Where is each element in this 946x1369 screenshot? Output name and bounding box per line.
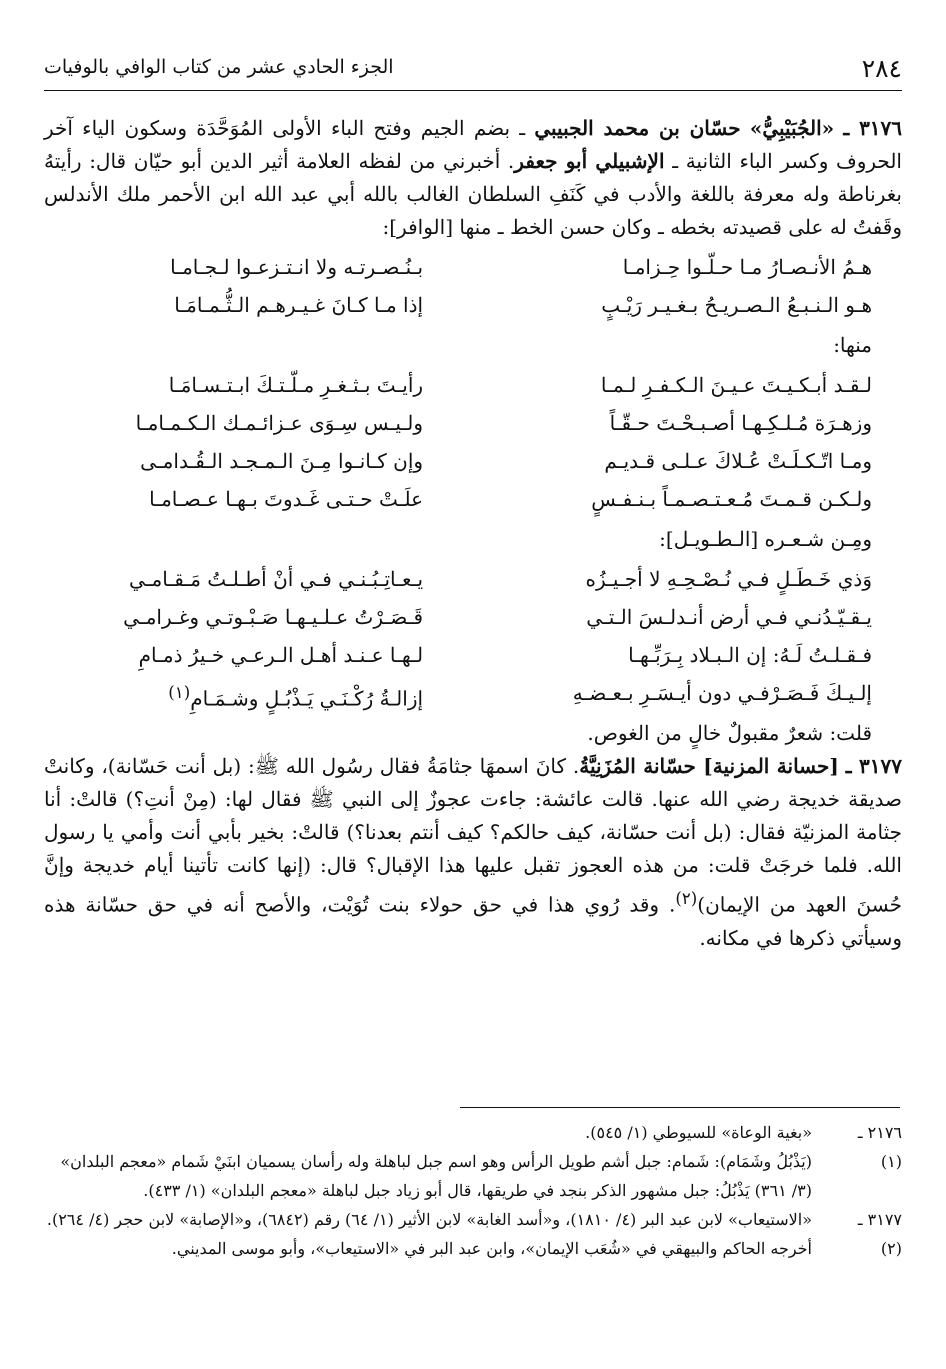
entry-3176-intro — [44, 112, 902, 244]
poem-3 — [44, 560, 902, 712]
footnote — [44, 1205, 902, 1234]
verse-second-hemistich: بـنُـصـرتـه ولا انـتـزعـوا لـجـامـا — [170, 255, 424, 279]
verse-first-hemistich: هـو الـنـبـعُ الـصـريـحُ بـغـيـر رَيْـبٍ — [601, 293, 872, 317]
entry-name: حسّان بن محمد الجبيبي — [534, 116, 741, 140]
entry-text: ـ بضم الجيم وفتح الباء الأولى المُوَحَّدَة وسكون الياء آخر الحروف وكسر الباء الثانية ـ — [44, 116, 902, 173]
verse-second-hemistich: يـعـاتِـبُـنـي فـي أنْ أطـلـتُ مَـقـامـي — [129, 567, 424, 591]
footnote-text: «الاستيعاب» لابن عبد البر (٤/ ١٨١٠)، و«أسد الغابة» لابن الأثير (١/ ٦٤) رقم (٦٨٤٢)، و«الإصابة» لابن حجر (٤/ ٢٦٤). — [46, 1210, 812, 1229]
footnote-ref[interactable]: (١) — [168, 683, 191, 702]
verse-second-hemistich: علَـتْ حـتـى غَـدوتَ بـهـا عـصـامـا — [149, 487, 424, 511]
poem-intro: ومِـن شـعـره [الـطـويـل]: — [659, 527, 872, 551]
verse-first-hemistich: ولـكـن قـمـتَ مُـعـتـصـمـاً بـنـفـسٍ — [591, 487, 872, 511]
poem-intro: منها: — [833, 333, 872, 357]
verse — [44, 442, 902, 480]
verse — [44, 404, 902, 442]
footnote-text: (يَذْبُلُ وشَمَام): شَمام: جبل أشم طويل الرأس وهو اسم جبل لباهلة وله رأسان يسميان ابنَيْ شَمام «معجم البلدان» (٣/ ٣٦١) يَذْبُلُ: جبل مشهور الذكر بنجد في طريقها، قال أبو زياد جبل لباهلة «معجم البلدان» (١/ ٤٣٣). — [60, 1152, 812, 1200]
verse — [44, 286, 902, 324]
footnote-text: «بغية الوعاة» للسيوطي (١/ ٥٤٥). — [585, 1123, 812, 1142]
verse — [44, 598, 902, 636]
footnote-mark: (٢) — [880, 1239, 902, 1258]
entry-name-2: الإشبيلي أبو جعفر — [514, 149, 665, 173]
poem-1 — [44, 248, 902, 324]
closing-remark: قلت: شعرٌ مقبولٌ خالٍ من الغوص. — [587, 721, 872, 745]
entry-heading: [حسانة المزنية] حسّانة المُزَنِيَّةُ — [579, 754, 839, 778]
entry-text-2: . أخبرني من لفظه العلامة أثير الدين أبو حيّان قال: رأيتهُ بغرناطة وله معرفة باللغة والأدب في كَنَفِ السلطان الغالب بالله أبي عبد الله ابن الأحمر ملك الأندلس وقَفتُ له على قصيدته بخطه ـ وكان حسن الخط ـ منها [الوافر]: — [44, 149, 902, 239]
entry-number: ٣١٧٧ ـ — [845, 754, 903, 778]
entry-text: . كانَ اسمهَا جثامَةُ فقال رسُول الله ﷺ: (بل أنت حَسّانة)، وكانتْ صديقة خديجة رضي الله عنها. قالت عائشة: جاءت عجوزٌ إلى النبي ﷺ فقال لها: (مِنْ أنتِ؟) قالتْ: أنا جثامة المزنيّة فقال: (بل أنت حسّانة، كيف حالكم؟ كيف أنتم بعدنا؟) قالتْ: بخير بأبي أنت وأمي يا رسول الله. فلما خرجَتْ قلت: من هذه العجوز تقبل عليها هذا الإقبال؟ قال: (إنها كانت تأتينا أيام خديجة وإنَّ حُسنَ العهد من الإيمان) — [44, 754, 902, 917]
footnote — [44, 1234, 902, 1263]
footnote-mark: ٢١٧٦ ـ — [857, 1123, 902, 1142]
verse-first-hemistich: إلـيـكَ فَـصَـرْفـي دون أيـسَـرِ بـعـضـهِ — [572, 681, 872, 705]
entry-3177 — [44, 750, 902, 955]
verse — [44, 674, 902, 712]
page-header — [44, 50, 902, 91]
verse-second-hemistich: إذا مـا كـانَ غـيـرهـم الـثُّـمـامَـا — [174, 293, 424, 317]
verse-first-hemistich: وَذي خَـطَـلٍ فـي نُـصْـحِـهِ لا أجـيـزُه — [585, 567, 872, 591]
page-body — [44, 112, 902, 955]
verse — [44, 480, 902, 518]
verse-second-hemistich: رأيـتَ بـثـغـرِ مـلّـتـكَ ابـتـسـامَـا — [168, 373, 424, 397]
footnotes — [44, 1118, 902, 1263]
running-title: الجزء الحادي عشر من كتاب الوافي بالوفيات — [44, 56, 394, 78]
verse-first-hemistich: فـقـلـتُ لَـهُ: إن الـبـلاد بِـرَبِّـهـا — [628, 643, 872, 667]
verse — [44, 636, 902, 674]
footnote — [44, 1118, 902, 1147]
verse-second-hemistich: قَـصَـرْتُ عـلـيـهـا صَـبْـوتـي وغـرامـي — [123, 605, 424, 629]
footnote-divider — [460, 1107, 900, 1108]
verse — [44, 366, 902, 404]
footnote-mark: ٣١٧٧ ـ — [857, 1210, 902, 1229]
verse — [44, 248, 902, 286]
entry-number: ٣١٧٦ ـ — [843, 116, 903, 140]
verse-first-hemistich: يـقـيّـدُنـي فـي أرض أنـدلـسَ الـتـي — [586, 605, 872, 629]
hemistich-text: إزالـةُ رُكْـنَـي يَـذْبُـلٍ وشـمَـامِ — [190, 686, 424, 711]
verse-second-hemistich: لـهـا عـنـد أهـل الـرعـي خـيرُ ذمـامِ — [138, 643, 424, 667]
footnote-text: أخرجه الحاكم والبيهقي في «شُعَب الإيمان»، وابن عبد البر في «الاستيعاب»، وأبو موسى المديني. — [171, 1239, 812, 1258]
page-number: ٢٨٤ — [861, 54, 902, 83]
verse-second-hemistich: وإن كـانـوا مِـنَ الـمـجـد الـقُـدامـى — [140, 449, 424, 473]
verse-first-hemistich: هـمُ الأنـصـارُ مـا حـلّـوا حِـزامـا — [622, 255, 872, 279]
verse-second-hemistich — [44, 674, 453, 712]
poem-2 — [44, 366, 902, 518]
verse — [44, 560, 902, 598]
verse-first-hemistich: ومـا اتّـكـلَـتْ عُـلاكَ عـلـى قـديـم — [604, 449, 872, 473]
footnote-ref[interactable]: (٢) — [675, 889, 698, 908]
footnote — [44, 1147, 902, 1205]
verse-first-hemistich: لـقـد أبـكـيـتَ عـيـنَ الـكـفـرِ لـمـا — [600, 373, 872, 397]
verse-second-hemistich: ولـيـس سِـوَى عـزائـمـك الـكـمـامـا — [135, 411, 424, 435]
entry-nisba: «الجُبَيْبِيُّ» — [749, 116, 835, 140]
verse-first-hemistich: وزهـرَة مُـلـكِـهـا أصـبـحْـتَ حـقّـاً — [609, 411, 872, 435]
entry-text-2: . وقد رُوي هذا في حق حولاء بنت تُوَيْت، والأصح أنه في حق حسّانة هذه وسيأتي ذكرها في مكانه. — [44, 892, 902, 950]
footnote-mark: (١) — [880, 1152, 902, 1171]
